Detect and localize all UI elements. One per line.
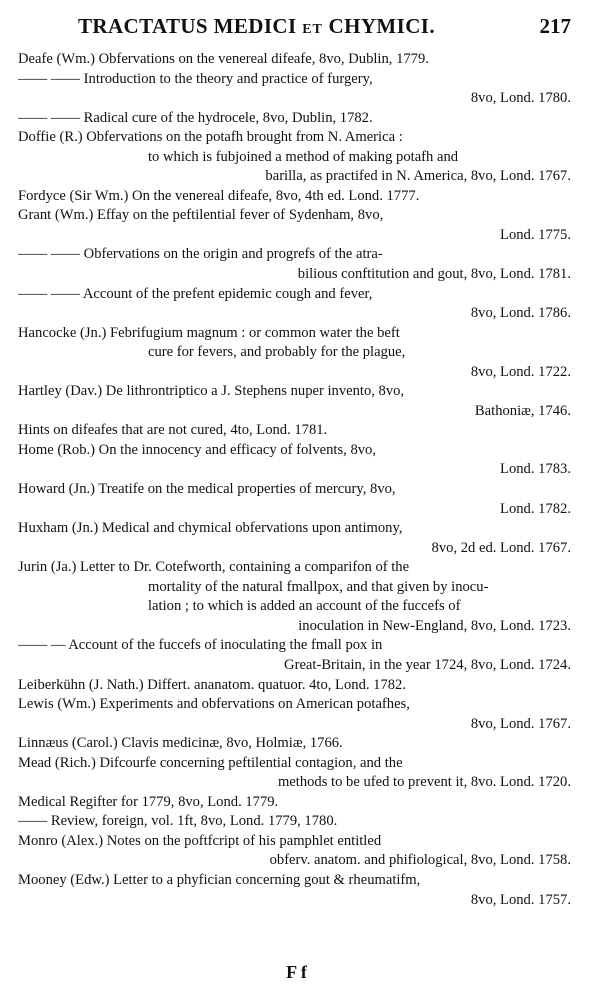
running-title (78, 14, 435, 39)
bibliography-entry (18, 519, 571, 558)
entry-first-line: —— —— Introduction to the theory and practice of furgery, (18, 70, 373, 87)
entry-continuation-line: 8vo, Lond. 1757. (470, 891, 571, 908)
entry-continuation-line: obferv. anatom. and phifiological, 8vo, Lond. 1758. (269, 852, 571, 869)
bibliography-entry (18, 832, 571, 871)
entry-continuation-line: lation ; to which is added an account of the fuccefs of (148, 598, 461, 615)
entry-continuation-line: Lond. 1783. (500, 461, 571, 478)
entry-first-line: Mooney (Edw.) Letter to a phyfician concerning gout & rheumatifm, (18, 871, 421, 888)
running-title-conjunction: ET (302, 22, 323, 37)
entry-first-line: Lewis (Wm.) Experiments and obfervations on American potafhes, (18, 696, 410, 713)
entry-first-line: Grant (Wm.) Effay on the peftilential fever of Sydenham, 8vo, (18, 207, 384, 224)
entry-continuation-line: Great-Britain, in the year 1724, 8vo, Lond. 1724. (284, 656, 571, 673)
entry-first-line: Howard (Jn.) Treatife on the medical properties of mercury, 8vo, (18, 481, 396, 498)
entry-first-line: Mead (Rich.) Difcourfe concerning peftilential contagion, and the (18, 754, 403, 771)
bibliography-entry (18, 676, 571, 696)
bibliography-entry (18, 441, 571, 480)
bibliography-entry (18, 754, 571, 793)
entry-first-line: —— —— Obfervations on the origin and progrefs of the atra- (18, 246, 383, 263)
bibliography-entry (18, 50, 571, 70)
entry-first-line: Hartley (Dav.) De lithrontriptico a J. Stephens nuper invento, 8vo, (18, 383, 405, 400)
entry-continuation-line: 8vo, Lond. 1780. (470, 90, 571, 107)
entry-first-line: —— —— Radical cure of the hydrocele, 8vo, Dublin, 1782. (18, 109, 373, 126)
entry-first-line: Home (Rob.) On the innocency and efficacy of folvents, 8vo, (18, 441, 376, 458)
bibliography-entry (18, 636, 571, 675)
entry-continuation-line: 8vo, 2d ed. Lond. 1767. (431, 539, 571, 556)
bibliography-entry (18, 421, 571, 441)
entry-first-line: Linnæus (Carol.) Clavis medicinæ, 8vo, Holmiæ, 1766. (18, 735, 343, 752)
entry-continuation-line: 8vo, Lond. 1722. (470, 363, 571, 380)
entry-first-line: Leiberkühn (J. Nath.) Differt. ananatom. quatuor. 4to, Lond. 1782. (18, 676, 406, 693)
entry-first-line: Doffie (R.) Obfervations on the potafh brought from N. America : (18, 129, 403, 146)
entry-first-line: —— Review, foreign, vol. 1ft, 8vo, Lond. 1779, 1780. (18, 813, 338, 830)
bibliography-entry (18, 734, 571, 754)
bibliography-entry (18, 382, 571, 421)
entry-first-line: Hancocke (Jn.) Febrifugium magnum : or common water the beft (18, 324, 400, 341)
bibliography-entry (18, 871, 571, 910)
entry-continuation-line: Lond. 1775. (500, 226, 571, 243)
entry-first-line: Fordyce (Sir Wm.) On the venereal difeafe, 8vo, 4th ed. Lond. 1777. (18, 187, 420, 204)
entry-first-line: —— —— Account of the prefent epidemic cough and fever, (18, 285, 373, 302)
entry-first-line: Medical Regifter for 1779, 8vo, Lond. 1779. (18, 793, 279, 810)
bibliography-entry (18, 324, 571, 383)
entry-continuation-line: bilious conftitution and gout, 8vo, Lond. 1781. (297, 266, 571, 283)
bibliography-entry (18, 128, 571, 187)
entry-continuation-line: cure for fevers, and probably for the plague, (148, 344, 406, 361)
signature-mark: F f (286, 962, 307, 982)
running-title-part-2: CHYMICI. (322, 14, 436, 38)
bibliography-entry (18, 70, 571, 109)
entry-continuation-line: barilla, as practifed in N. America, 8vo, Lond. 1767. (265, 168, 571, 185)
bibliography-entry (18, 109, 571, 129)
entry-continuation-line: methods to be ufed to prevent it, 8vo. Lond. 1720. (277, 774, 571, 791)
entry-first-line: Jurin (Ja.) Letter to Dr. Cotefworth, containing a comparifon of the (18, 559, 410, 576)
entry-continuation-line: inoculation in New-England, 8vo, Lond. 1723. (298, 617, 571, 634)
running-title-part-1: TRACTATUS MEDICI (78, 14, 303, 38)
entry-continuation-line: 8vo, Lond. 1786. (470, 305, 571, 322)
bibliography-list (18, 50, 571, 910)
bibliography-entry (18, 558, 571, 636)
entry-first-line: Huxham (Jn.) Medical and chymical obfervations upon antimony, (18, 520, 403, 537)
entry-first-line: —— — Account of the fuccefs of inoculating the fmall pox in (18, 637, 383, 654)
entry-first-line: Monro (Alex.) Notes on the poftfcript of his pamphlet entitled (18, 832, 382, 849)
entry-continuation-line: to which is fubjoined a method of making potafh and (148, 148, 459, 165)
entry-continuation-line: mortality of the natural fmallpox, and that given by inocu- (148, 578, 489, 595)
page-number: 217 (539, 14, 571, 38)
entry-first-line: Hints on difeafes that are not cured, 4to, Lond. 1781. (18, 422, 328, 439)
bibliography-entry (18, 695, 571, 734)
bibliography-entry (18, 206, 571, 245)
entry-continuation-line: Bathoniæ, 1746. (474, 402, 571, 419)
bibliography-entry (18, 793, 571, 813)
page-header (18, 8, 571, 50)
entry-continuation-line: Lond. 1782. (500, 500, 571, 517)
bibliography-entry (18, 285, 571, 324)
entry-first-line: Deafe (Wm.) Obfervations on the venereal difeafe, 8vo, Dublin, 1779. (18, 51, 429, 67)
bibliography-entry (18, 812, 571, 832)
bibliography-entry (18, 245, 571, 284)
entry-continuation-line: 8vo, Lond. 1767. (470, 715, 571, 732)
bibliography-entry (18, 480, 571, 519)
bibliography-entry (18, 187, 571, 207)
